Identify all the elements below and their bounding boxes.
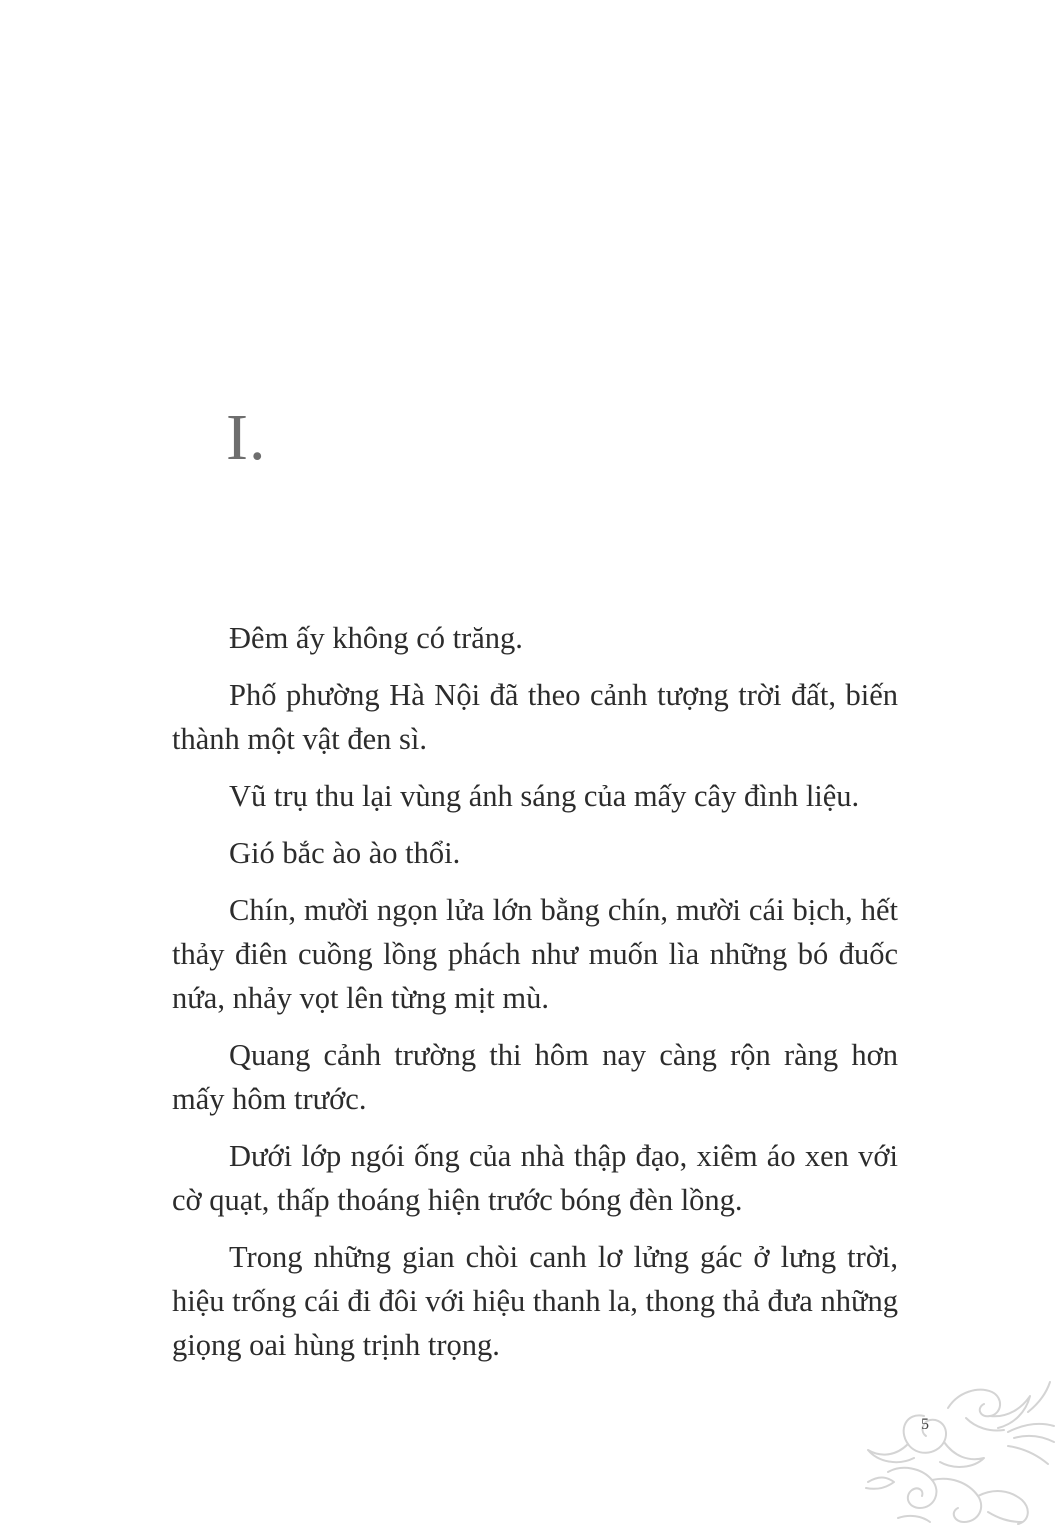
paragraph: Quang cảnh trường thi hôm nay càng rộn ràng hơn mấy hôm trước. xyxy=(172,1038,898,1116)
paragraph: Phố phường Hà Nội đã theo cảnh tượng trời đất, biến thành một vật đen sì. xyxy=(172,678,898,756)
paragraph: Trong những gian chòi canh lơ lửng gác ở lưng trời, hiệu trống cái đi đôi với hiệu thanh la, thong thả đưa những giọng oai hùng trịnh trọng. xyxy=(172,1240,898,1362)
paragraph: Chín, mười ngọn lửa lớn bằng chín, mười cái bịch, hết thảy điên cuồng lồng phách như muốn lìa những bó đuốc nứa, nhảy vọt lên từng mịt mù. xyxy=(172,893,898,1015)
chapter-numeral: I. xyxy=(226,401,267,474)
scroll-ornament-icon xyxy=(858,1372,1056,1528)
paragraph: Gió bắc ào ào thổi. xyxy=(229,836,461,870)
paragraph: Vũ trụ thu lại vùng ánh sáng của mấy cây đình liệu. xyxy=(229,779,860,813)
paragraph: Đêm ấy không có trăng. xyxy=(229,621,523,655)
chapter-body xyxy=(172,616,898,1380)
paragraph: Dưới lớp ngói ống của nhà thập đạo, xiêm áo xen với cờ quạt, thấp thoáng hiện trước bóng đèn lồng. xyxy=(172,1139,898,1217)
page-number: 5 xyxy=(921,1416,929,1433)
